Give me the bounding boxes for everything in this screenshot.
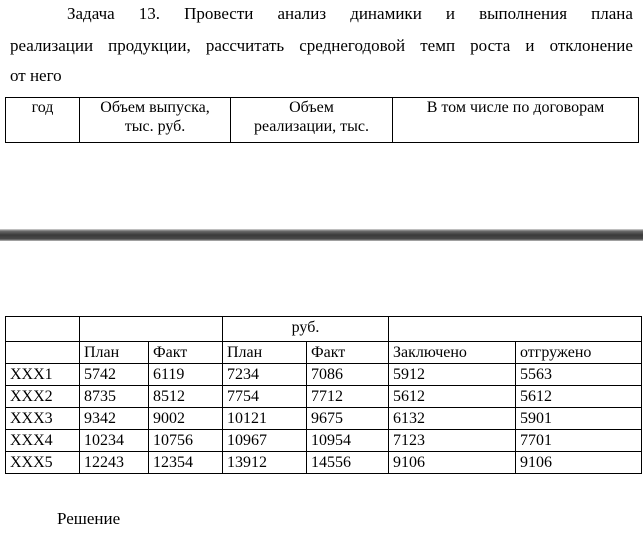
table-cell <box>80 317 223 342</box>
header-output-line: тыс. руб. <box>124 118 186 135</box>
table-cell: 5612 <box>516 386 642 408</box>
table-row <box>6 317 642 342</box>
table-cell: 7086 <box>307 364 389 386</box>
table-cell <box>389 317 642 342</box>
table-cell: 5912 <box>389 364 516 386</box>
table-cell: 9106 <box>516 452 642 474</box>
header-contracts: В том числе по договорам <box>393 98 639 143</box>
table-cell: 10967 <box>223 430 307 452</box>
table-cell: 10954 <box>307 430 389 452</box>
year-cell: XXX5 <box>6 452 80 474</box>
subheader-cell: отгружено <box>516 342 642 364</box>
year-cell: XXX4 <box>6 430 80 452</box>
table-cell: 7754 <box>223 386 307 408</box>
table-cell: 9002 <box>149 408 223 430</box>
table-cell: 8512 <box>149 386 223 408</box>
header-output <box>80 98 231 143</box>
page-break-band <box>0 229 643 241</box>
table-cell: 7123 <box>389 430 516 452</box>
table-row <box>6 386 642 408</box>
table-cell: 5563 <box>516 364 642 386</box>
year-cell: XXX2 <box>6 386 80 408</box>
task-word: плана <box>591 4 633 23</box>
table-cell: 9106 <box>389 452 516 474</box>
table-cell: 5742 <box>80 364 149 386</box>
task-word: рассчитать <box>205 36 285 55</box>
header-year: год <box>6 98 80 143</box>
task-word: реализации <box>10 36 94 55</box>
subheader-cell: План <box>223 342 307 364</box>
year-cell: XXX1 <box>6 364 80 386</box>
table-cell: 6119 <box>149 364 223 386</box>
task-word: и <box>445 4 455 23</box>
task-word: отклонение <box>549 36 633 55</box>
solution-heading: Решение <box>57 509 121 528</box>
table-cell: 12354 <box>149 452 223 474</box>
subheader-cell: Факт <box>307 342 389 364</box>
header-sales-line: реализации, тыс. <box>253 118 370 135</box>
subheader-cell: Заключено <box>389 342 516 364</box>
table-cell <box>6 317 80 342</box>
task-title-line-2 <box>10 36 633 56</box>
table-cell: 13912 <box>223 452 307 474</box>
table-cell: 14556 <box>307 452 389 474</box>
table-cell <box>6 342 80 364</box>
table-cell: 8735 <box>80 386 149 408</box>
task-word: анализ <box>277 4 327 23</box>
table-row <box>6 364 642 386</box>
task-word: роста <box>470 36 511 55</box>
table-cell: 9675 <box>307 408 389 430</box>
task-word: динамики <box>350 4 422 23</box>
table-cell: 12243 <box>80 452 149 474</box>
table-cell: 10756 <box>149 430 223 452</box>
table-cell: 7701 <box>516 430 642 452</box>
task-title-line-1 <box>67 4 633 24</box>
task-word: среднегодовой <box>299 36 406 55</box>
table-cell: 5901 <box>516 408 642 430</box>
task-word: и <box>525 36 535 55</box>
table-row <box>6 408 642 430</box>
subheader-cell: Факт <box>149 342 223 364</box>
header-sales-line: Объем <box>289 99 334 116</box>
task-word: темп <box>420 36 456 55</box>
table-row <box>6 342 642 364</box>
table-cell: 9342 <box>80 408 149 430</box>
task-word: Задача <box>67 4 115 23</box>
task-word: 13. <box>138 4 161 23</box>
table-cell: 10121 <box>223 408 307 430</box>
table-cell: 7234 <box>223 364 307 386</box>
task-word: продукции, <box>108 36 191 55</box>
task-word: выполнения <box>479 4 568 23</box>
table-cell: 5612 <box>389 386 516 408</box>
subheader-cell: План <box>80 342 149 364</box>
table-row <box>6 430 642 452</box>
table-row <box>6 452 642 474</box>
year-cell: XXX3 <box>6 408 80 430</box>
header-sales <box>231 98 393 143</box>
header-output-line: Объем выпуска, <box>100 99 210 116</box>
data-table <box>5 316 642 474</box>
task-title-line-3: от него <box>10 66 62 85</box>
table-cell: 7712 <box>307 386 389 408</box>
table-cell: 6132 <box>389 408 516 430</box>
task-word: Провести <box>184 4 254 23</box>
header-table <box>5 97 639 143</box>
unit-cell: руб. <box>223 317 389 342</box>
table-cell: 10234 <box>80 430 149 452</box>
